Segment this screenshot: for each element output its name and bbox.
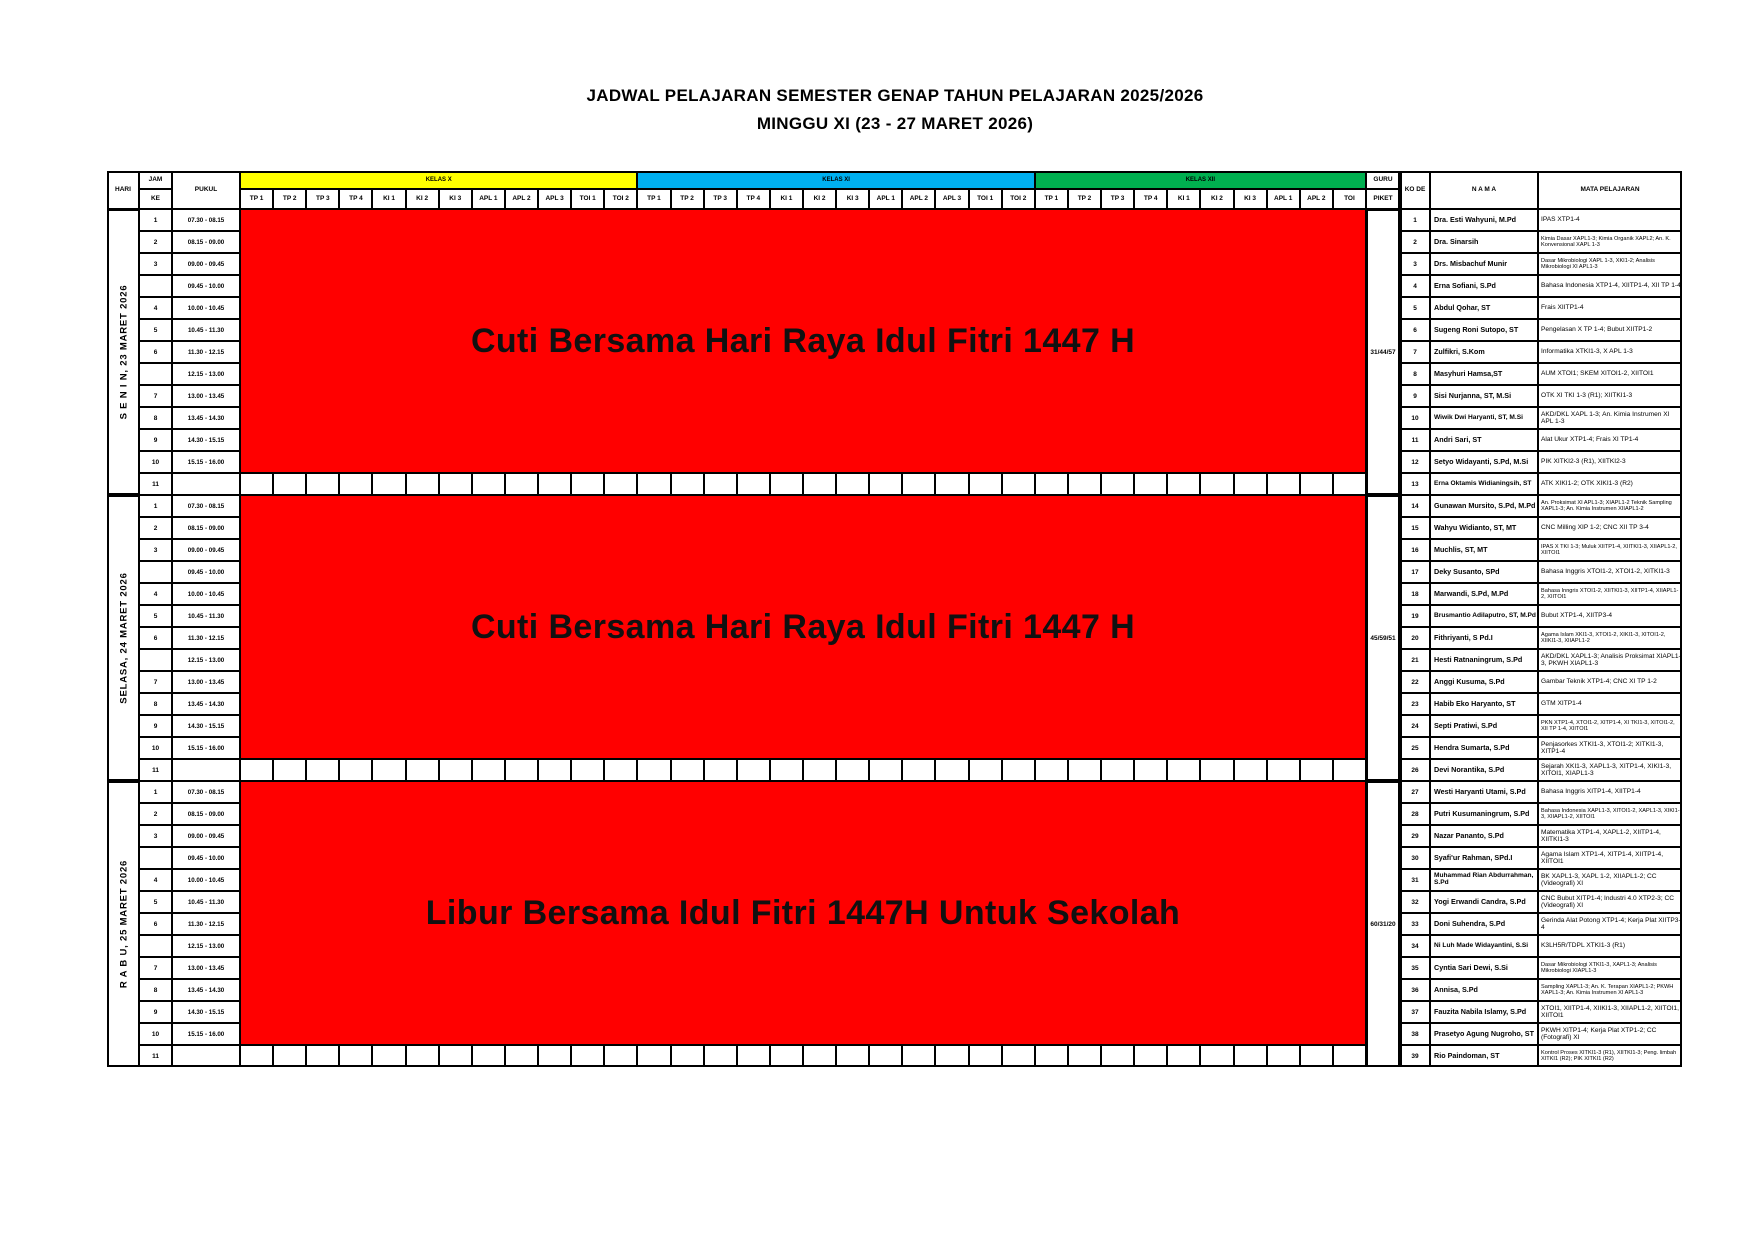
- teacher-kode: 34: [1400, 935, 1430, 957]
- day-name: SELASA, 24 MARET 2026: [118, 572, 129, 704]
- class-column-header: APL 1: [1267, 189, 1300, 209]
- teacher-name: Muchlis, ST, MT: [1430, 539, 1538, 561]
- teacher-kode: 4: [1400, 275, 1430, 297]
- teacher-name: Erna Sofiani, S.Pd: [1430, 275, 1538, 297]
- jam-cell: 9: [139, 1001, 172, 1023]
- teacher-subjects: An. Proksimat XI APL1-3; XIAPL1-2 Teknik Sampling XAPL1-3; An. Kimia Instrumen XIIAPL1-2: [1538, 495, 1682, 517]
- teacher-subjects: IPAS XTP1-4: [1538, 209, 1682, 231]
- jam-cell: 3: [139, 539, 172, 561]
- jam-cell: 2: [139, 231, 172, 253]
- pukul-cell: 12.15 - 13.00: [172, 363, 240, 385]
- teacher-name: Hendra Sumarta, S.Pd: [1430, 737, 1538, 759]
- teacher-subjects: CNC Milling XIP 1-2; CNC XII TP 3-4: [1538, 517, 1682, 539]
- class-column-header: KI 3: [1234, 189, 1267, 209]
- teacher-name: Zulfikri, S.Kom: [1430, 341, 1538, 363]
- teacher-kode: 12: [1400, 451, 1430, 473]
- teacher-kode: 39: [1400, 1045, 1430, 1067]
- teacher-name: Gunawan Mursito, S.Pd, M.Pd: [1430, 495, 1538, 517]
- teacher-kode: 37: [1400, 1001, 1430, 1023]
- teacher-subjects: Dasar Mikrobiologi XAPL 1-3, XKI1-2; Analisis Mikrobiologi XI APL1-3: [1538, 253, 1682, 275]
- teacher-name: Fauzita Nabila Islamy, S.Pd: [1430, 1001, 1538, 1023]
- teacher-kode: 15: [1400, 517, 1430, 539]
- teacher-kode: 16: [1400, 539, 1430, 561]
- teacher-name: Ni Luh Made Widayantini, S.Si: [1430, 935, 1538, 957]
- class-column-header: TOI 1: [969, 189, 1002, 209]
- pukul-cell: 13.00 - 13.45: [172, 957, 240, 979]
- teacher-kode: 19: [1400, 605, 1430, 627]
- teacher-kode: 11: [1400, 429, 1430, 451]
- class-column-header: TP 4: [1134, 189, 1167, 209]
- teacher-kode: 26: [1400, 759, 1430, 781]
- jam-cell: 5: [139, 605, 172, 627]
- teacher-name: Muhammad Rian Abdurrahman, S.Pd: [1430, 869, 1538, 891]
- teacher-name: Dra. Sinarsih: [1430, 231, 1538, 253]
- teacher-name: Habib Eko Haryanto, ST: [1430, 693, 1538, 715]
- teacher-subjects: Pengelasan X TP 1-4; Bubut XIITP1-2: [1538, 319, 1682, 341]
- class-column-header: TP 2: [1068, 189, 1101, 209]
- class-group-header: KELAS X: [240, 171, 637, 189]
- teacher-name: Andri Sari, ST: [1430, 429, 1538, 451]
- jam-cell: 6: [139, 913, 172, 935]
- pukul-cell: 07.30 - 08.15: [172, 495, 240, 517]
- class-column-header: TP 1: [240, 189, 273, 209]
- holiday-notice-text: Cuti Bersama Hari Raya Idul Fitri 1447 H: [470, 607, 1136, 646]
- class-group-header: KELAS XI: [637, 171, 1034, 189]
- pukul-cell: 08.15 - 09.00: [172, 517, 240, 539]
- class-column-header: TP 3: [306, 189, 339, 209]
- pukul-cell: 10.45 - 11.30: [172, 891, 240, 913]
- class-column-header: TP 3: [704, 189, 737, 209]
- jam-cell: 2: [139, 517, 172, 539]
- teacher-kode: 21: [1400, 649, 1430, 671]
- pukul-cell: 13.45 - 14.30: [172, 407, 240, 429]
- teacher-kode: 18: [1400, 583, 1430, 605]
- teacher-kode: 6: [1400, 319, 1430, 341]
- jam-cell: 8: [139, 693, 172, 715]
- class-group-header: KELAS XII: [1035, 171, 1366, 189]
- class-column-header: TOI 1: [571, 189, 604, 209]
- teacher-kode: 24: [1400, 715, 1430, 737]
- jam-cell: 10: [139, 737, 172, 759]
- header-piket: PIKET: [1366, 189, 1400, 209]
- teacher-kode: 8: [1400, 363, 1430, 385]
- teacher-kode: 14: [1400, 495, 1430, 517]
- class-column-header: TP 1: [1035, 189, 1068, 209]
- teacher-subjects: BK XAPL1-3, XAPL 1-2, XIIAPL1-2; CC (Videografi) XI: [1538, 869, 1682, 891]
- teacher-kode: 23: [1400, 693, 1430, 715]
- teacher-subjects: PKWH XITP1-4; Kerja Plat XTP1-2; CC (Fotografi) XI: [1538, 1023, 1682, 1045]
- teacher-name: Devi Norantika, S.Pd: [1430, 759, 1538, 781]
- teacher-name: Wahyu Widianto, ST, MT: [1430, 517, 1538, 539]
- teacher-subjects: Sejarah XKI1-3, XAPL1-3, XITP1-4, XIKI1-3, XITOI1, XIAPL1-3: [1538, 759, 1682, 781]
- class-column-header: TOI 2: [1002, 189, 1035, 209]
- teacher-kode: 27: [1400, 781, 1430, 803]
- teacher-kode: 31: [1400, 869, 1430, 891]
- teacher-name: Marwandi, S.Pd, M.Pd: [1430, 583, 1538, 605]
- class-column-header: KI 2: [1200, 189, 1233, 209]
- jam-cell: 1: [139, 781, 172, 803]
- pukul-cell: 09.45 - 10.00: [172, 275, 240, 297]
- teacher-kode: 10: [1400, 407, 1430, 429]
- teacher-name: Abdul Qohar, ST: [1430, 297, 1538, 319]
- teacher-name: Doni Suhendra, S.Pd: [1430, 913, 1538, 935]
- pukul-cell: 13.00 - 13.45: [172, 385, 240, 407]
- teacher-kode: 22: [1400, 671, 1430, 693]
- jam-cell: 2: [139, 803, 172, 825]
- teacher-subjects: Bahasa Indonesia XAPL1-3, XITOI1-2, XAPL1-3, XIKI1-3, XIIAPL1-2, XIITOI1: [1538, 803, 1682, 825]
- jam-cell: 7: [139, 957, 172, 979]
- class-column-header: APL 1: [472, 189, 505, 209]
- jam-cell: 9: [139, 429, 172, 451]
- teacher-subjects: Kontrol Proses XITKI1-3 (R1), XIITKI1-3; Peng. limbah XITKI1 (R2); PIK XITKI1 (R2): [1538, 1045, 1682, 1067]
- teacher-subjects: Alat Ukur XTP1-4; Frais XI TP1-4: [1538, 429, 1682, 451]
- jam-cell: 5: [139, 319, 172, 341]
- header-mapel: MATA PELAJARAN: [1538, 171, 1682, 209]
- jam-cell: 5: [139, 891, 172, 913]
- teacher-name: Erna Oktamis Widianingsih, ST: [1430, 473, 1538, 495]
- teacher-name: Westi Haryanti Utami, S.Pd: [1430, 781, 1538, 803]
- jam-cell: 8: [139, 979, 172, 1001]
- teacher-subjects: XTOI1, XIITP1-4, XIIKI1-3, XIIAPL1-2, XIITOI1, XIITOI1: [1538, 1001, 1682, 1023]
- teacher-subjects: Penjasorkes XTKI1-3, XTOI1-2; XITKI1-3, XITP1-4: [1538, 737, 1682, 759]
- jam-cell: 11: [139, 473, 172, 495]
- pukul-cell: 07.30 - 08.15: [172, 209, 240, 231]
- teacher-name: Nazar Pananto, S.Pd: [1430, 825, 1538, 847]
- pukul-cell: 15.15 - 16.00: [172, 451, 240, 473]
- header-kode: KO DE: [1400, 171, 1430, 209]
- teacher-subjects: Informatika XTKI1-3, X APL 1-3: [1538, 341, 1682, 363]
- teacher-table-frame: [1400, 171, 1682, 1067]
- document-subtitle: MINGGU XI (23 - 27 MARET 2026): [756, 114, 1034, 133]
- teacher-subjects: Sampling XAPL1-3; An. K. Terapan XIAPL1-2; PKWH XAPL1-3; An. Kimia Instrumen XI APL1-3: [1538, 979, 1682, 1001]
- teacher-name: Yogi Erwandi Candra, S.Pd: [1430, 891, 1538, 913]
- pukul-cell: 10.00 - 10.45: [172, 869, 240, 891]
- pukul-cell: 11.30 - 12.15: [172, 627, 240, 649]
- holiday-notice-text: Cuti Bersama Hari Raya Idul Fitri 1447 H: [470, 321, 1136, 360]
- teacher-kode: 35: [1400, 957, 1430, 979]
- teacher-name: Rio Paindoman, ST: [1430, 1045, 1538, 1067]
- pukul-cell: 09.00 - 09.45: [172, 825, 240, 847]
- teacher-name: Deky Susanto, SPd: [1430, 561, 1538, 583]
- schedule-frame: [107, 171, 1400, 1067]
- teacher-name: Drs. Misbachuf Munir: [1430, 253, 1538, 275]
- pukul-cell: 14.30 - 15.15: [172, 1001, 240, 1023]
- teacher-kode: 29: [1400, 825, 1430, 847]
- class-column-header: KI 2: [803, 189, 836, 209]
- pukul-cell: 13.45 - 14.30: [172, 979, 240, 1001]
- teacher-subjects: Agama Islam XKI1-3, XTOI1-2, XIKI1-3, XITOI1-2, XIIKI1-3, XIIAPL1-2: [1538, 627, 1682, 649]
- teacher-subjects: ATK XIKI1-2; OTK XIKI1-3 (R2): [1538, 473, 1682, 495]
- class-column-header: TP 2: [273, 189, 306, 209]
- jam-cell: 4: [139, 869, 172, 891]
- pukul-cell: 09.45 - 10.00: [172, 561, 240, 583]
- teacher-kode: 9: [1400, 385, 1430, 407]
- jam-cell: 11: [139, 759, 172, 781]
- pukul-cell: 09.45 - 10.00: [172, 847, 240, 869]
- teacher-subjects: Bubut XTP1-4, XIITP3-4: [1538, 605, 1682, 627]
- teacher-subjects: CNC Bubut XITP1-4; Industri 4.0 XTP2-3; CC (Videografi) XI: [1538, 891, 1682, 913]
- teacher-subjects: K3LH5R/TDPL XTKI1-3 (R1): [1538, 935, 1682, 957]
- piket-cell: 60/31/20: [1366, 781, 1400, 1067]
- teacher-subjects: Matematika XTP1-4, XAPL1-2, XIITP1-4, XIITKI1-3: [1538, 825, 1682, 847]
- teacher-name: Cyntia Sari Dewi, S.Si: [1430, 957, 1538, 979]
- teacher-subjects: Gerinda Alat Potong XTP1-4; Kerja Plat XIITP3-4: [1538, 913, 1682, 935]
- teacher-kode: 30: [1400, 847, 1430, 869]
- class-column-header: TOI 2: [604, 189, 637, 209]
- jam-cell: 7: [139, 385, 172, 407]
- teacher-subjects: OTK XI TKI 1-3 (R1); XIITKI1-3: [1538, 385, 1682, 407]
- pukul-cell: 15.15 - 16.00: [172, 737, 240, 759]
- header-hari: HARI: [107, 171, 139, 209]
- teacher-subjects: AUM XTOI1; SKEM XITOI1-2, XIITOI1: [1538, 363, 1682, 385]
- teacher-kode: 33: [1400, 913, 1430, 935]
- teacher-kode: 36: [1400, 979, 1430, 1001]
- document-title: JADWAL PELAJARAN SEMESTER GENAP TAHUN PELAJARAN 2025/2026: [586, 86, 1204, 105]
- teacher-kode: 2: [1400, 231, 1430, 253]
- teacher-kode: 25: [1400, 737, 1430, 759]
- teacher-name: Sisi Nurjanna, ST, M.Si: [1430, 385, 1538, 407]
- class-column-header: APL 2: [505, 189, 538, 209]
- jam-cell: 3: [139, 825, 172, 847]
- pukul-cell: 07.30 - 08.15: [172, 781, 240, 803]
- teacher-kode: 17: [1400, 561, 1430, 583]
- pukul-cell: 11.30 - 12.15: [172, 913, 240, 935]
- pukul-cell: 13.45 - 14.30: [172, 693, 240, 715]
- teacher-subjects: Bahasa Indonesia XTP1-4, XIITP1-4, XII TP 1-4: [1538, 275, 1682, 297]
- header-pukul: PUKUL: [172, 171, 240, 209]
- jam-cell: 1: [139, 495, 172, 517]
- teacher-name: Anggi Kusuma, S.Pd: [1430, 671, 1538, 693]
- teacher-kode: 5: [1400, 297, 1430, 319]
- teacher-subjects: Bahasa Inggris XTOI1-2, XTOI1-2, XITKI1-3: [1538, 561, 1682, 583]
- day-name: R A B U, 25 MARET 2026: [118, 859, 129, 989]
- day-name: S E N I N, 23 MARET 2026: [118, 284, 129, 420]
- class-column-header: APL 3: [538, 189, 571, 209]
- pukul-cell: 09.00 - 09.45: [172, 539, 240, 561]
- teacher-name: Putri Kusumaningrum, S.Pd: [1430, 803, 1538, 825]
- teacher-name: Hesti Ratnaningrum, S.Pd: [1430, 649, 1538, 671]
- class-column-header: KI 3: [836, 189, 869, 209]
- class-column-header: TP 3: [1101, 189, 1134, 209]
- teacher-subjects: PKN XTP1-4, XTOI1-2, XITP1-4, XI TKI1-3, XITOI1-2, XII TP 1-4, XIITOI1: [1538, 715, 1682, 737]
- pukul-cell: 10.45 - 11.30: [172, 605, 240, 627]
- teacher-kode: 28: [1400, 803, 1430, 825]
- class-column-header: APL 1: [869, 189, 902, 209]
- header-ke: KE: [139, 189, 172, 209]
- jam-cell: 4: [139, 297, 172, 319]
- teacher-name: Masyhuri Hamsa,ST: [1430, 363, 1538, 385]
- jam-cell: 9: [139, 715, 172, 737]
- header-jam: JAM: [139, 171, 172, 189]
- class-column-header: APL 2: [902, 189, 935, 209]
- teacher-kode: 13: [1400, 473, 1430, 495]
- class-column-header: KI 1: [770, 189, 803, 209]
- pukul-cell: 10.45 - 11.30: [172, 319, 240, 341]
- jam-cell: 10: [139, 1023, 172, 1045]
- teacher-name: Setyo Widayanti, S.Pd, M.Si: [1430, 451, 1538, 473]
- jam-cell: 1: [139, 209, 172, 231]
- class-column-header: TOI: [1333, 189, 1366, 209]
- jam-cell: 6: [139, 627, 172, 649]
- pukul-cell: 14.30 - 15.15: [172, 429, 240, 451]
- pukul-cell: 11.30 - 12.15: [172, 341, 240, 363]
- class-column-header: APL 3: [935, 189, 968, 209]
- teacher-subjects: Agama Islam XTP1-4, XITP1-4, XIITP1-4, XIITOI1: [1538, 847, 1682, 869]
- pukul-cell: 10.00 - 10.45: [172, 583, 240, 605]
- pukul-cell: 14.30 - 15.15: [172, 715, 240, 737]
- teacher-subjects: Kimia Dasar XAPL1-3; Kimia Organik XAPL2; An. K. Konvensional XAPL 1-3: [1538, 231, 1682, 253]
- class-column-header: KI 2: [406, 189, 439, 209]
- piket-cell: 45/59/51: [1366, 495, 1400, 781]
- teacher-subjects: Bahasa Inngris XTOI1-2, XIITKI1-3, XIITP1-4, XIIAPL1-2, XIITOI1: [1538, 583, 1682, 605]
- teacher-name: Prasetyo Agung Nugroho, ST: [1430, 1023, 1538, 1045]
- teacher-kode: 3: [1400, 253, 1430, 275]
- jam-cell: 6: [139, 341, 172, 363]
- jam-cell: 8: [139, 407, 172, 429]
- teacher-subjects: Frais XIITP1-4: [1538, 297, 1682, 319]
- teacher-name: Annisa, S.Pd: [1430, 979, 1538, 1001]
- teacher-name: Syafi'ur Rahman, SPd.I: [1430, 847, 1538, 869]
- teacher-subjects: Gambar Teknik XTP1-4; CNC XI TP 1-2: [1538, 671, 1682, 693]
- jam-cell: 4: [139, 583, 172, 605]
- teacher-subjects: AKD/DKL XAPL1-3; Analisis Proksimat XIAPL1-3, PKWH XIAPL1-3: [1538, 649, 1682, 671]
- pukul-cell: 15.15 - 16.00: [172, 1023, 240, 1045]
- teacher-subjects: Bahasa Inggris XITP1-4, XIITP1-4: [1538, 781, 1682, 803]
- pukul-cell: 10.00 - 10.45: [172, 297, 240, 319]
- teacher-subjects: Dasar Mikrobiologi XTKI1-3, XAPL1-3; Analisis Mikrobiologi XIAPL1-3: [1538, 957, 1682, 979]
- jam-cell: 11: [139, 1045, 172, 1067]
- teacher-kode: 38: [1400, 1023, 1430, 1045]
- jam-cell: 7: [139, 671, 172, 693]
- class-column-header: KI 1: [1167, 189, 1200, 209]
- teacher-kode: 7: [1400, 341, 1430, 363]
- class-column-header: KI 1: [372, 189, 405, 209]
- class-column-header: TP 4: [737, 189, 770, 209]
- teacher-name: Septi Pratiwi, S.Pd: [1430, 715, 1538, 737]
- holiday-notice-text: Libur Bersama Idul Fitri 1447H Untuk Sekolah: [425, 893, 1181, 932]
- class-column-header: KI 3: [439, 189, 472, 209]
- class-column-header: TP 2: [671, 189, 704, 209]
- teacher-name: Fithriyanti, S Pd.I: [1430, 627, 1538, 649]
- teacher-kode: 1: [1400, 209, 1430, 231]
- teacher-subjects: IPAS X TKI 1-3; Muluk XIITP1-4, XIITKI1-3, XIIAPL1-2, XIITOI1: [1538, 539, 1682, 561]
- pukul-cell: 12.15 - 13.00: [172, 649, 240, 671]
- pukul-cell: 13.00 - 13.45: [172, 671, 240, 693]
- header-nama: N A M A: [1430, 171, 1538, 209]
- teacher-name: Wiwik Dwi Haryanti, ST, M.Si: [1430, 407, 1538, 429]
- teacher-subjects: AKD/DKL XAPL 1-3; An. Kimia Instrumen XI APL 1-3: [1538, 407, 1682, 429]
- teacher-name: Sugeng Roni Sutopo, ST: [1430, 319, 1538, 341]
- teacher-name: Dra. Esti Wahyuni, M.Pd: [1430, 209, 1538, 231]
- teacher-name: Brusmantio Adilaputro, ST, M.Pd: [1430, 605, 1538, 627]
- jam-cell: 3: [139, 253, 172, 275]
- teacher-kode: 32: [1400, 891, 1430, 913]
- teacher-kode: 20: [1400, 627, 1430, 649]
- pukul-cell: 09.00 - 09.45: [172, 253, 240, 275]
- pukul-cell: 08.15 - 09.00: [172, 803, 240, 825]
- jam-cell: 10: [139, 451, 172, 473]
- teacher-subjects: GTM XITP1-4: [1538, 693, 1682, 715]
- header-guru: GURU: [1366, 171, 1400, 189]
- class-column-header: TP 4: [339, 189, 372, 209]
- piket-cell: 31/44/57: [1366, 209, 1400, 495]
- pukul-cell: 08.15 - 09.00: [172, 231, 240, 253]
- pukul-cell: 12.15 - 13.00: [172, 935, 240, 957]
- class-column-header: TP 1: [637, 189, 670, 209]
- class-column-header: APL 2: [1300, 189, 1333, 209]
- teacher-subjects: PIK XITKI2-3 (R1), XIITKI2-3: [1538, 451, 1682, 473]
